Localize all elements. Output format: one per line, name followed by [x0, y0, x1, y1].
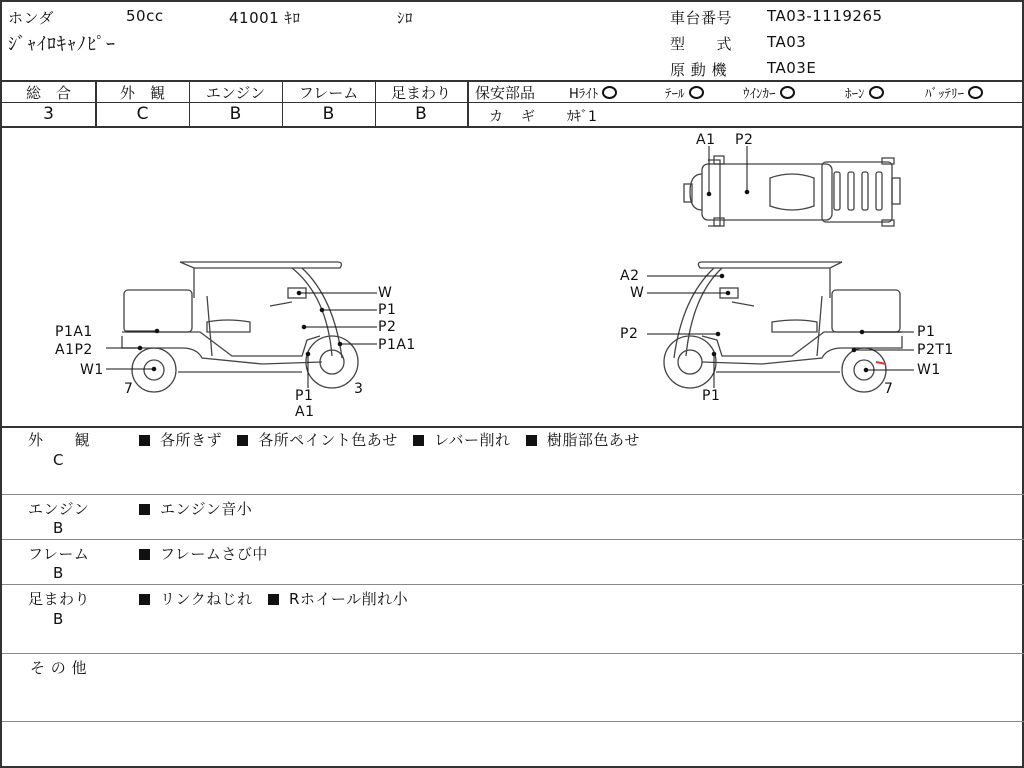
- grade-value-engine: B: [229, 104, 242, 124]
- grade-label-exterior: 外 観: [119, 84, 165, 102]
- grade-value-exterior: C: [136, 104, 149, 124]
- color: ｼﾛ: [397, 9, 414, 27]
- diagram-label: A1: [295, 404, 315, 420]
- ok-circle-icon: [689, 86, 704, 99]
- model-name: ｼﾞｬｲﾛｷｬﾉﾋﾟｰ: [8, 34, 116, 55]
- key-label: カ ギ: [489, 109, 537, 125]
- ok-circle-icon: [602, 86, 617, 99]
- grade-value-overall: 3: [43, 104, 54, 124]
- remark-notes-exterior: 各所きず 各所ペイント色あせ レバー削れ 樹脂部色あせ: [139, 429, 640, 450]
- remark-notes-suspension: リンクねじれ Rホイール削れ小: [139, 588, 408, 609]
- remark-grade-frame: B: [53, 564, 64, 582]
- remark-notes-engine: エンジン音小: [139, 498, 252, 519]
- bullet-square-icon: [237, 435, 248, 446]
- diagram-label: 7: [884, 381, 894, 397]
- remark-grade-suspension: B: [53, 610, 64, 628]
- safety-label: 保安部品: [475, 84, 536, 102]
- diagram-label: 7: [124, 381, 134, 397]
- key-value: ｶｷﾞ1: [567, 109, 597, 125]
- divider: [2, 539, 1024, 540]
- engine-value: TA03E: [767, 59, 817, 77]
- safety-item-headlight: Hﾗｲﾄ: [569, 83, 617, 102]
- diagram-label: P1: [295, 388, 314, 404]
- diagram-label: A2: [620, 268, 640, 284]
- remark-notes-frame: フレームさび中: [139, 543, 268, 564]
- divider: [2, 426, 1024, 428]
- ok-circle-icon: [869, 86, 884, 99]
- diagram-label: W: [378, 285, 393, 301]
- remark-grade-exterior: C: [53, 451, 64, 469]
- diagram-label: P2: [735, 132, 754, 148]
- grade-label-engine: エンジン: [205, 84, 266, 102]
- diagram-label: P1: [702, 388, 721, 404]
- safety-item-tail: ﾃｰﾙ: [665, 83, 704, 102]
- bullet-square-icon: [139, 504, 150, 515]
- diagram-label: W1: [917, 362, 941, 378]
- remark-section-other: そ の 他: [30, 659, 88, 677]
- remark-section-exterior: 外 観: [28, 431, 91, 449]
- maker: ホンダ: [8, 9, 54, 27]
- divider: [468, 102, 1024, 103]
- diagram-label: W: [630, 285, 645, 301]
- diagram-label: P1: [917, 324, 936, 340]
- diagram-label: P2: [378, 319, 397, 335]
- divider: [2, 494, 1024, 495]
- diagram-label: P1A1: [55, 324, 93, 340]
- frame-no-label: 車台番号: [670, 9, 733, 27]
- scooter-top-view: [684, 156, 900, 226]
- grade-value-frame: B: [322, 104, 335, 124]
- scooter-right-view: [664, 262, 902, 392]
- displacement: 50cc: [126, 7, 164, 25]
- type-value: TA03: [767, 33, 807, 51]
- remark-grade-engine: B: [53, 519, 64, 537]
- grade-label-overall: 総 合: [25, 84, 71, 102]
- remark-section-engine: エンジン: [28, 500, 90, 518]
- mileage: 41001 ｷﾛ: [229, 9, 301, 27]
- type-label: 型 式: [670, 35, 733, 53]
- bullet-square-icon: [139, 435, 150, 446]
- divider: [2, 584, 1024, 585]
- diagram-label: W1: [80, 362, 104, 378]
- diagram-label: 3: [354, 381, 364, 397]
- remark-section-frame: フレーム: [28, 545, 90, 563]
- diagram-label: A1P2: [55, 342, 93, 358]
- frame-no: TA03-1119265: [767, 7, 883, 25]
- bullet-square-icon: [526, 435, 537, 446]
- bullet-square-icon: [413, 435, 424, 446]
- bullet-square-icon: [139, 549, 150, 560]
- scooter-diagram: [2, 126, 1024, 426]
- divider: [2, 721, 1024, 722]
- safety-item-winker: ｳｲﾝｶｰ: [743, 83, 795, 102]
- diagram-label: A1: [696, 132, 716, 148]
- diagram-label: P1: [378, 302, 397, 318]
- diagram-label: P1A1: [378, 337, 416, 353]
- ok-circle-icon: [780, 86, 795, 99]
- engine-label: 原 動 機: [670, 61, 728, 79]
- grade-label-frame: フレーム: [298, 84, 359, 102]
- grade-label-suspension: 足まわり: [390, 84, 451, 102]
- bullet-square-icon: [268, 594, 279, 605]
- divider: [2, 653, 1024, 654]
- safety-item-battery: ﾊﾞｯﾃﾘｰ: [925, 83, 983, 102]
- divider: [467, 80, 469, 127]
- ok-circle-icon: [968, 86, 983, 99]
- safety-item-horn: ﾎｰﾝ: [845, 83, 884, 102]
- diagram-label: P2: [620, 326, 639, 342]
- grade-value-suspension: B: [415, 104, 427, 124]
- remark-section-suspension: 足まわり: [28, 590, 91, 608]
- bullet-square-icon: [139, 594, 150, 605]
- diagram-label: P2T1: [917, 342, 954, 358]
